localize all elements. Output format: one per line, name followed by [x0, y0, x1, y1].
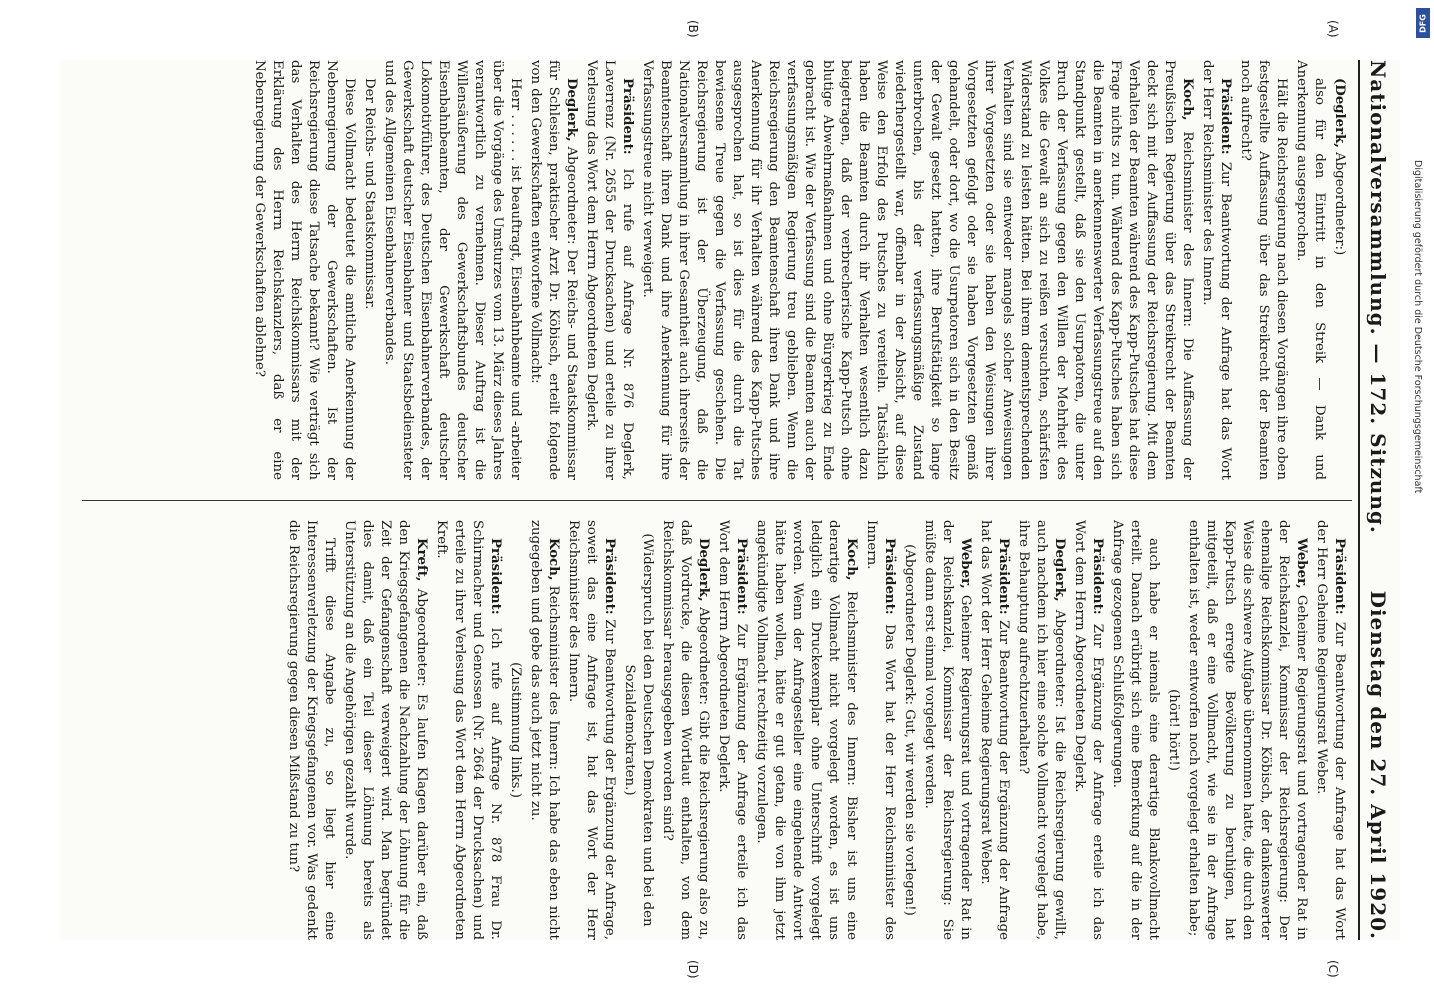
- speaker-name: Koch,: [546, 538, 561, 581]
- header-date: Dienstag den 27. April 1920.: [1366, 590, 1390, 940]
- paragraph: [1108, 520, 1162, 940]
- header-title: Nationalversammlung. — 172. Sitzung.: [1366, 60, 1390, 534]
- attribution-label: Digitalisierung gefördert durch die Deutsche Forschungsgemeinschaft: [1412, 160, 1423, 494]
- attribution-strip: [1400, 0, 1434, 1000]
- paragraph: [526, 520, 562, 940]
- speaker-name: Deglerk,: [696, 538, 711, 602]
- speaker-name: Präsident:: [996, 538, 1011, 615]
- paragraph: [582, 60, 636, 480]
- paragraph-text: Ich rufe auf Anfrage Nr. 876 Deglerk, Laverrenz (Nr. 2655 der Drucksachen) und erteile zu ihrer Verlesung das Wort dem Herrn Abgeordneten Deglerk.: [584, 60, 635, 480]
- speaker-name: Koch,: [844, 538, 859, 581]
- paragraph-text: Zur Beantwortung der Ergänzung der Anfrage, soweit das eine Anfrage ist, hat das Wort der Herr Reichsminister des Innern.: [566, 520, 617, 940]
- paragraph-text: also für den Eintritt in den Streik — Dank und Anerkennung ausgesprochen.: [1294, 60, 1327, 480]
- paragraph-text: Zur Beantwortung der Anfrage hat das Wort der Herr Geheime Regierungsrat Weber.: [1314, 520, 1347, 940]
- paragraph-text: Abgeordneter: Ist die Reichsregierung gewillt, auch nachdem ich hier eine solche Vollmacht vorgelegt habe, ihre Behauptung aufrechtzuerhalten?: [1016, 520, 1067, 940]
- paragraph-text: Das Wort hat der Herr Reichsminister des Innern.: [864, 520, 897, 940]
- speaker-name: Deglerk,: [564, 78, 579, 142]
- paragraph-text: Diese Vollmacht bedeutet die amtliche Anerkennung der Nebenregierung der Gewerkschaften. Ist der Reichsregierung diese Tatsache bekannt? Wie verträgt sich das Verhalten des Herrn Reichskommissars mit der Erklärung des Herrn Reichskanzlers, daß er eine Nebenregierung der Gewerkschaften ablehne?: [252, 60, 357, 480]
- paragraph-text: auch habe er niemals eine derartige Blankovollmacht erteilt. Danach erübrigt sich eine Bemerkung auf die in der Anfrage gezogenen Schlußfolgerungen.: [1110, 520, 1161, 940]
- paragraph: [360, 60, 378, 480]
- paragraph-text: Abgeordneter: Gibt die Reichsregierung also zu, daß Vordrucke, die diesen Wortlaut enthalten, von dem Reichskommissar herausgegeben worden sind?: [660, 520, 711, 940]
- paragraph-text: (Widerspruch bei den Deutschen Demokraten und bei den Sozialdemokraten.): [622, 533, 655, 927]
- paragraph: [1014, 520, 1068, 940]
- paragraph-text: Der Reichs- und Staatskommissar.: [362, 78, 377, 310]
- paragraph-text: Herr . . . . . . ist beauftragt, Eisenbahnbeamte und -arbeiter über die Vorgänge des Umsturzes vom 13. März dieses Jahres verantwortlich zu vernehmen. Dieser Auftrag ist die Willensäußerung des Gewerkschaftsbundes deutscher Eisenbahnbeamten, der Gewerkschaft deutscher Lokomotivführer, des Deutschen Eisenbahnerverbandes, der Gewerkschaft deutscher Eisenbahner und Staatsbediensteter und des Allgemeinen Eisenbahnerverbandes.: [382, 60, 523, 480]
- paragraph-text: (Zustimmung links.): [508, 662, 523, 798]
- margin-marker-b: (B): [686, 20, 700, 38]
- speaker-name: Präsident:: [1090, 538, 1105, 615]
- speaker-name: Präsident:: [488, 538, 503, 615]
- paragraph: [638, 60, 1196, 480]
- speaker-name: Koch,: [1180, 78, 1195, 121]
- paragraph-text: Abgeordneter:): [1332, 147, 1347, 256]
- left-column: [78, 60, 1348, 480]
- paragraph: [1198, 60, 1234, 480]
- speaker-name: Weber,: [1294, 538, 1309, 589]
- paragraph: [526, 60, 580, 480]
- dfg-logo: [1416, 8, 1430, 38]
- paragraph: [380, 60, 524, 480]
- speaker-name: Präsident:: [602, 538, 617, 615]
- scanned-page: [60, 20, 1400, 979]
- margin-marker-d: (D): [686, 960, 700, 979]
- speaker-name: Weber,: [958, 538, 973, 589]
- paragraph: [340, 520, 430, 940]
- paragraph-text: Hält die Reichsregierung nach diesen Vorgängen ihre oben festgestellte Auffassung über das Streikrecht der Beamten noch aufrecht?: [1238, 60, 1289, 480]
- margin-marker-c: (C): [1326, 960, 1340, 978]
- dfg-logo-text: DFG: [1418, 14, 1428, 33]
- paragraph-text: Zur Ergänzung der Anfrage erteile ich das Wort dem Herrn Abgeordneten Deglerk.: [1072, 520, 1105, 940]
- paragraph: [250, 60, 358, 480]
- paragraph: [1184, 520, 1310, 940]
- attribution-text: [1412, 160, 1424, 494]
- speaker-name: Präsident:: [1332, 538, 1347, 615]
- paragraph-text: Reichsminister des Innern: Bisher ist uns eine derartige Vollmacht nicht vorgelegt worden, es ist uns lediglich ein Druckexemplar ohne Unterschrift vorgelegt worden. Wenn der Anfragesteller eine eingehende Antwort hätte haben wollen, hätte er gut getan, die von ihm jetzt angekündigte Vollmacht rechtzeitig vorzulegen.: [754, 520, 859, 940]
- paragraph: [658, 520, 712, 940]
- speaker-name: Deglerk,: [1052, 538, 1067, 602]
- paragraph: [900, 520, 918, 940]
- speaker-name: (Deglerk,: [1332, 78, 1347, 148]
- paragraph-text: Ich rufe auf Anfrage Nr. 878 Frau Dr. Schirmacher und Genossen (Nr. 2664 der Drucksachen) und erteile zu ihrer Verlesung das Wort dem Herrn Abgeordneten Kreft.: [434, 520, 503, 940]
- paragraph-text: Abgeordneter: Der Reichs- und Staatskommissar für Schlesien, praktischer Arzt Dr. Köbisch, erteilt folgende von den Gewerkschaften entworfene Vollmacht:: [528, 60, 579, 480]
- paragraph: [620, 520, 656, 940]
- margin-marker-a: (A): [1326, 20, 1340, 38]
- paragraph: [1070, 520, 1106, 940]
- paragraph: [506, 520, 524, 940]
- speaker-name: Präsident:: [734, 538, 749, 615]
- paragraph-text: Reichsminister des Innern: Die Auffassung der Preußischen Regierung über das Streikrecht der Beamten deckt sich mit der Auffassung der Reichsregierung. Mit dem Verhalten der Beamten während des Kapp-Putsches hat diese Frage nichts zu tun. Während des Kapp-Putsches haben sich die Beamten in anerkennenswerter Verfassungstreue auf den Standpunkt gestellt, daß sie den Usurpatoren, die unter Bruch der Verfassung gegen den Willen der Mehrheit des Volkes die Gewalt an sich zu reißen versuchten, schärfsten Widerstand zu leisten hätten. Bei ihrem dementsprechenden Verhalten sind sie entweder mangels solcher Anweisungen ihrer Vorgesetzten oder sie haben den Weisungen ihrer Vorgesetzten gefolgt oder sie haben Vorgesetzten gemäß gehandelt, oder dort, wo die Usurpatoren sich in den Besitz der Gewalt gesetzt hatten, ihre Berufstätigkeit so lange unterbrochen, bis der verfassungsmäßige Zustand wiederhergestellt war, offenbar in der Absicht, auf diese Weise den Erfolg des Putsches zu vereiteln. Tatsächlich haben die Beamten durch ihr Verhalten wesentlich dazu beigetragen, daß der verbrecherische Kapp-Putsch ohne blutige Abwehrmaßnahmen und ohne Bürgerkrieg zu Ende gebracht ist. Wie der Verfassung sind die Beamten auch der verfassungsmäßigen Regierung treu geblieben. Wenn die Reichsregierung den Beamtenschaft ihren Dank und ihre Anerkennung für ihr Verhalten während des Kapp-Putsches ausgesprochen hat, so ist dies für die durch die Tat bewiesene Treue gegen die Verfassung geschehen. Die Reichsregierung ist der Überzeugung, daß die Nationalversammlung in ihrer Gesamtheit auch ihrerseits der Beamtenschaft ihren Dank und ihre Anerkennung für ihre Verfassungstreue nicht verweigert.: [640, 60, 1195, 480]
- speaker-name: Kreft,: [414, 538, 429, 582]
- paragraph-text: (hört! hört!): [1166, 689, 1181, 771]
- paragraph: [564, 520, 618, 940]
- page-content: [60, 20, 1400, 979]
- paragraph-text: Zur Beantwortung der Ergänzung der Anfrage hat das Wort der Herr Geheime Regierungsrat Weber.: [978, 520, 1011, 940]
- paragraph: [1330, 60, 1348, 480]
- speaker-name: Präsident:: [882, 538, 897, 615]
- paragraph-text: Zur Beantwortung der Anfrage hat das Wort der Herr Reichsminister des Innern.: [1200, 60, 1233, 480]
- paragraph: [714, 520, 750, 940]
- paragraph: [1164, 520, 1182, 940]
- right-column: [78, 520, 1348, 940]
- paragraph: [1236, 60, 1290, 480]
- paragraph: [1292, 60, 1328, 480]
- paragraph: [862, 520, 898, 940]
- page-header: [1358, 60, 1400, 940]
- paragraph: [1312, 520, 1348, 940]
- paragraph-text: Geheimer Regierungsrat und vortragender Rat in der Reichskanzlei, Kommissar der Reichsregierung: Der ehemalige Reichskommissar Dr. Köbisch, der dankenswerter Weise die schwere Aufgabe übernommen hatte, die durch den Kapp-Putsch erregte Bevölkerung zu beruhigen, hat mitgeteilt, daß er eine Vollmacht, wie sie in der Anfrage enthalten ist, weder entworfen noch vorgelegt erhalten habe;: [1186, 520, 1309, 940]
- paragraph-text: Trifft diese Angabe zu, so liegt hier eine Interessenverletzung der Kriegsgefangenen vor. Was gedenkt die Reichsregierung gegen diesen Mißstand zu tun?: [286, 520, 337, 940]
- paragraph-text: Reichsminister des Innern: Ich habe das eben nicht zugegeben und gebe das auch jetzt nicht zu.: [528, 520, 561, 940]
- paragraph: [976, 520, 1012, 940]
- paragraph: [752, 520, 860, 940]
- paragraph-text: Geheimer Regierungsrat und vortragender Rat in der Reichskanzlei, Kommissar der Reichsregierung: Sie müßte dann erst einmal vorgelegt werden.: [922, 520, 973, 940]
- paragraph-text: Zur Ergänzung der Anfrage erteile ich das Wort dem Herrn Abgeordneten Deglerk.: [716, 520, 749, 940]
- paragraph-text: Abgeordneter: Es laufen Klagen darüber ein, daß den Kriegsgefangenen die Nachzahlung der Löhnung für die Zeit der Gefangenschaft verweigert wird. Man begründet dies damit, daß ein Teil dieser Löhnung bereits als Unterstützung an die Angehörigen gezahlt wurde.: [342, 520, 429, 940]
- speaker-name: Präsident:: [620, 78, 635, 155]
- speaker-name: Präsident:: [1218, 78, 1233, 155]
- paragraph-text: (Abgeordneter Deglerk: Gut, wir werden sie vorlegen!): [902, 544, 917, 916]
- paragraph: [432, 520, 504, 940]
- paragraph: [284, 520, 338, 940]
- paragraph: [920, 520, 974, 940]
- column-divider: [82, 500, 1352, 501]
